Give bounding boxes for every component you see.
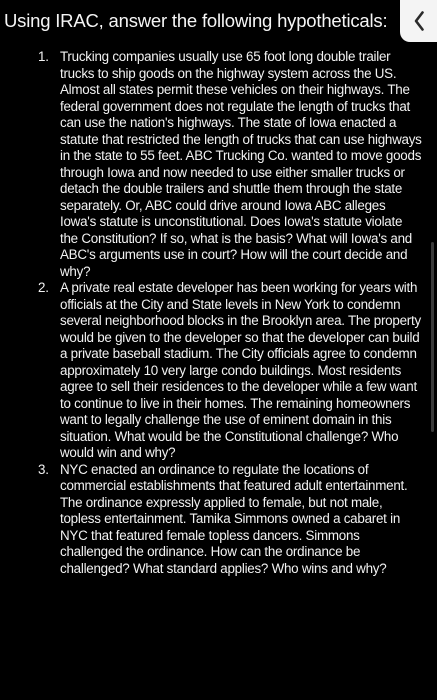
- question-list: [0, 49, 437, 577]
- chevron-left-icon: [413, 10, 425, 32]
- item-text: A private real estate developer has been working for years with officials at the City and State levels in New York to condemn several neighborhood blocks in the Brooklyn area. The property would be given to the developer so that the developer can build a private baseball stadium. The City officials agree to condemn approximately 10 very large condo buildings. Most residents agree to sell their residences to the developer while a few want to continue to live in their homes. The remaining homeowners want to legally challenge the use of eminent domain in this situation. What would be the Constitutional challenge? Who would win and why?: [60, 280, 421, 460]
- item-number: 1.: [38, 49, 49, 64]
- list-item: [0, 462, 437, 578]
- item-text: Trucking companies usually use 65 foot long double trailer trucks to ship goods on the highway system across the US. Almost all states permit these vehicles on their highways. The federal government does not regulate the length of trucks that can use the nation's highways. The state of Iowa enacted a statute that restricted the length of trucks that can use highways in the state to 55 feet. ABC Trucking Co. wanted to move goods through Iowa and now needed to use either smaller trucks or detach the double trailers and shuttle them through the state separately. Or, ABC could drive around Iowa ABC alleges Iowa's statute is unconstitutional. Does Iowa's statute violate the Constitution? If so, what is the basis? What will Iowa's and ABC's arguments use in court? How will the court decide and why?: [60, 49, 422, 279]
- item-text: NYC enacted an ordinance to regulate the locations of commercial establishments that featured adult entertainment. The ordinance expressly applied to female, but not male, topless entertainment. Tamika Simmons owned a cabaret in NYC that featured female topless dancers. Simmons challenged the ordinance. How can the ordinance be challenged? What standard applies? Who wins and why?: [60, 461, 408, 576]
- list-item: [0, 280, 437, 462]
- item-number: 2.: [38, 280, 49, 295]
- item-number: 3.: [38, 461, 49, 477]
- page-heading: Using IRAC, answer the following hypotheticals:: [4, 10, 388, 31]
- back-button[interactable]: [400, 0, 437, 42]
- list-item: [0, 49, 437, 280]
